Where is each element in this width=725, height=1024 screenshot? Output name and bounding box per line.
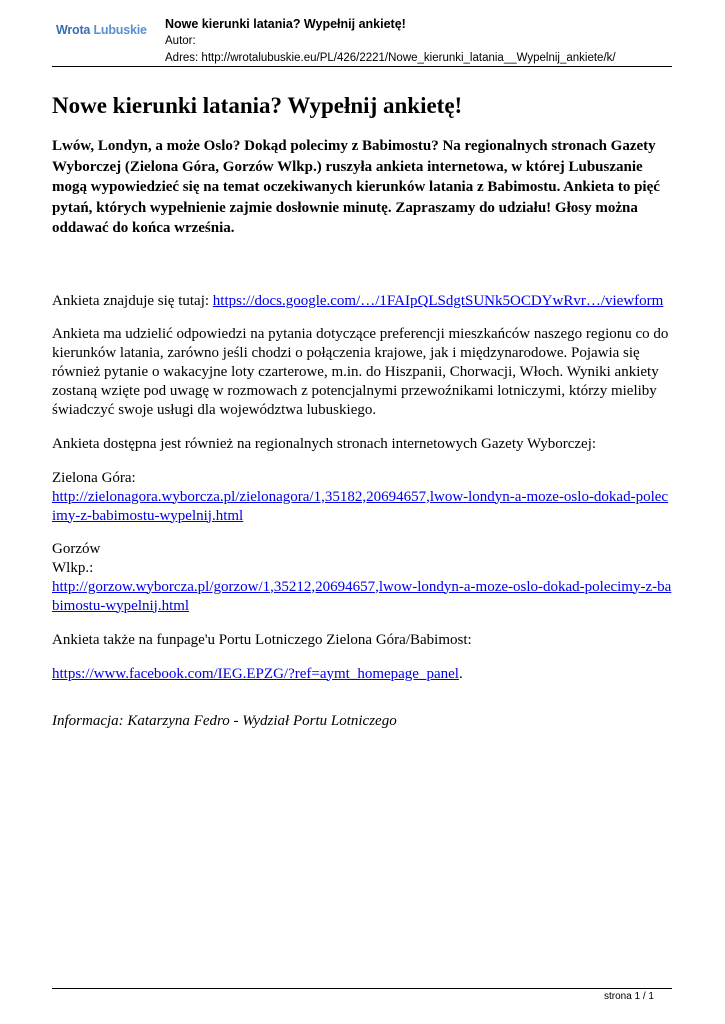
facebook-paragraph [52,665,672,684]
logo-text-part2: Lubuskie [93,23,147,37]
header-meta [165,16,616,67]
funpage-paragraph: Ankieta także na funpage'u Portu Lotniczego Zielona Góra/Babimost: [52,631,472,648]
page-number: strona 1 / 1 [603,991,654,1002]
article-title: Nowe kierunki latania? Wypełnij ankietę! [52,93,463,118]
facebook-suffix: . [458,665,463,682]
zielona-gora-label: Zielona Góra: [52,469,136,486]
zielona-gora-block [52,469,672,526]
gorzow-label-line2: Wlkp.: [52,559,94,576]
gorzow-block [52,540,672,616]
survey-link[interactable]: https://docs.google.com/…/1FAIpQLSdgtSUNk5OCDYwRvr…/viewform [212,292,664,309]
paragraph-regional-sites: Ankieta dostępna jest również na regionalnych stronach internetowych Gazety Wyborczej: [52,435,597,452]
gorzow-link[interactable]: http://gorzow.wyborcza.pl/gorzow/1,35212,20694657,lwow-londyn-a-moze-oslo-dokad-polecimy-z-babimostu-wypelnij.html [52,578,672,614]
zielona-gora-link[interactable]: http://zielonagora.wyborcza.pl/zielonagora/1,35182,20694657,lwow-londyn-a-moze-oslo-dokad-polecimy-z-babimostu-wypelnij.html [52,488,669,524]
wrota-lubuskie-logo [56,23,147,37]
article-lead: Lwów, Londyn, a może Oslo? Dokąd polecimy z Babimostu? Na regionalnych stronach Gazety Wyborczej (Zielona Góra, Gorzów Wlkp.) ruszyła ankieta internetowa, w której Lubuszanie mogą wypowiedzieć się na temat oczekiwanych kierunków latania z Babimostu. Ankieta to pięć pytań, których wypełnienie zajmie dosłownie minutę. Zapraszamy do udziału! Głosy można oddawać do końca września. [52,138,660,236]
header-author: Autor: [165,35,196,47]
info-credit: Informacja: Katarzyna Fedro - Wydział Portu Lotniczego [52,712,397,729]
survey-intro-text: Ankieta znajduje się tutaj: [52,292,213,309]
gorzow-label-line1: Gorzów [52,540,101,557]
paragraph-survey-purpose: Ankieta ma udzielić odpowiedzi na pytania dotyczące preferencji mieszkańców naszego regionu co do kierunków latania, zarówno jeśli chodzi o połączenia krajowe, jak i międzynarodowe. Pojawia się również pytanie o wakacyjne loty czarterowe, m.in. do Hiszpanii, Chorwacji, Włoch. Wyniki ankiety zostaną wzięte pod uwagę w rozmowach z potencjalnymi przewoźnikami lotniczymi, którzy mieliby świadczyć swoje usługi dla województwa lubuskiego. [52,325,669,418]
survey-paragraph [52,292,672,311]
page-header [52,14,672,67]
article-content [52,92,672,731]
header-address: Adres: http://wrotalubuskie.eu/PL/426/2221/Nowe_kierunki_latania__Wypelnij_ankiete/k/ [165,52,616,64]
logo-text-part1: Wrota [56,23,94,37]
facebook-link[interactable]: https://www.facebook.com/IEG.EPZG/?ref=aymt_homepage_panel [52,665,459,682]
page-footer [52,988,672,1002]
header-title: Nowe kierunki latania? Wypełnij ankietę! [165,17,406,31]
